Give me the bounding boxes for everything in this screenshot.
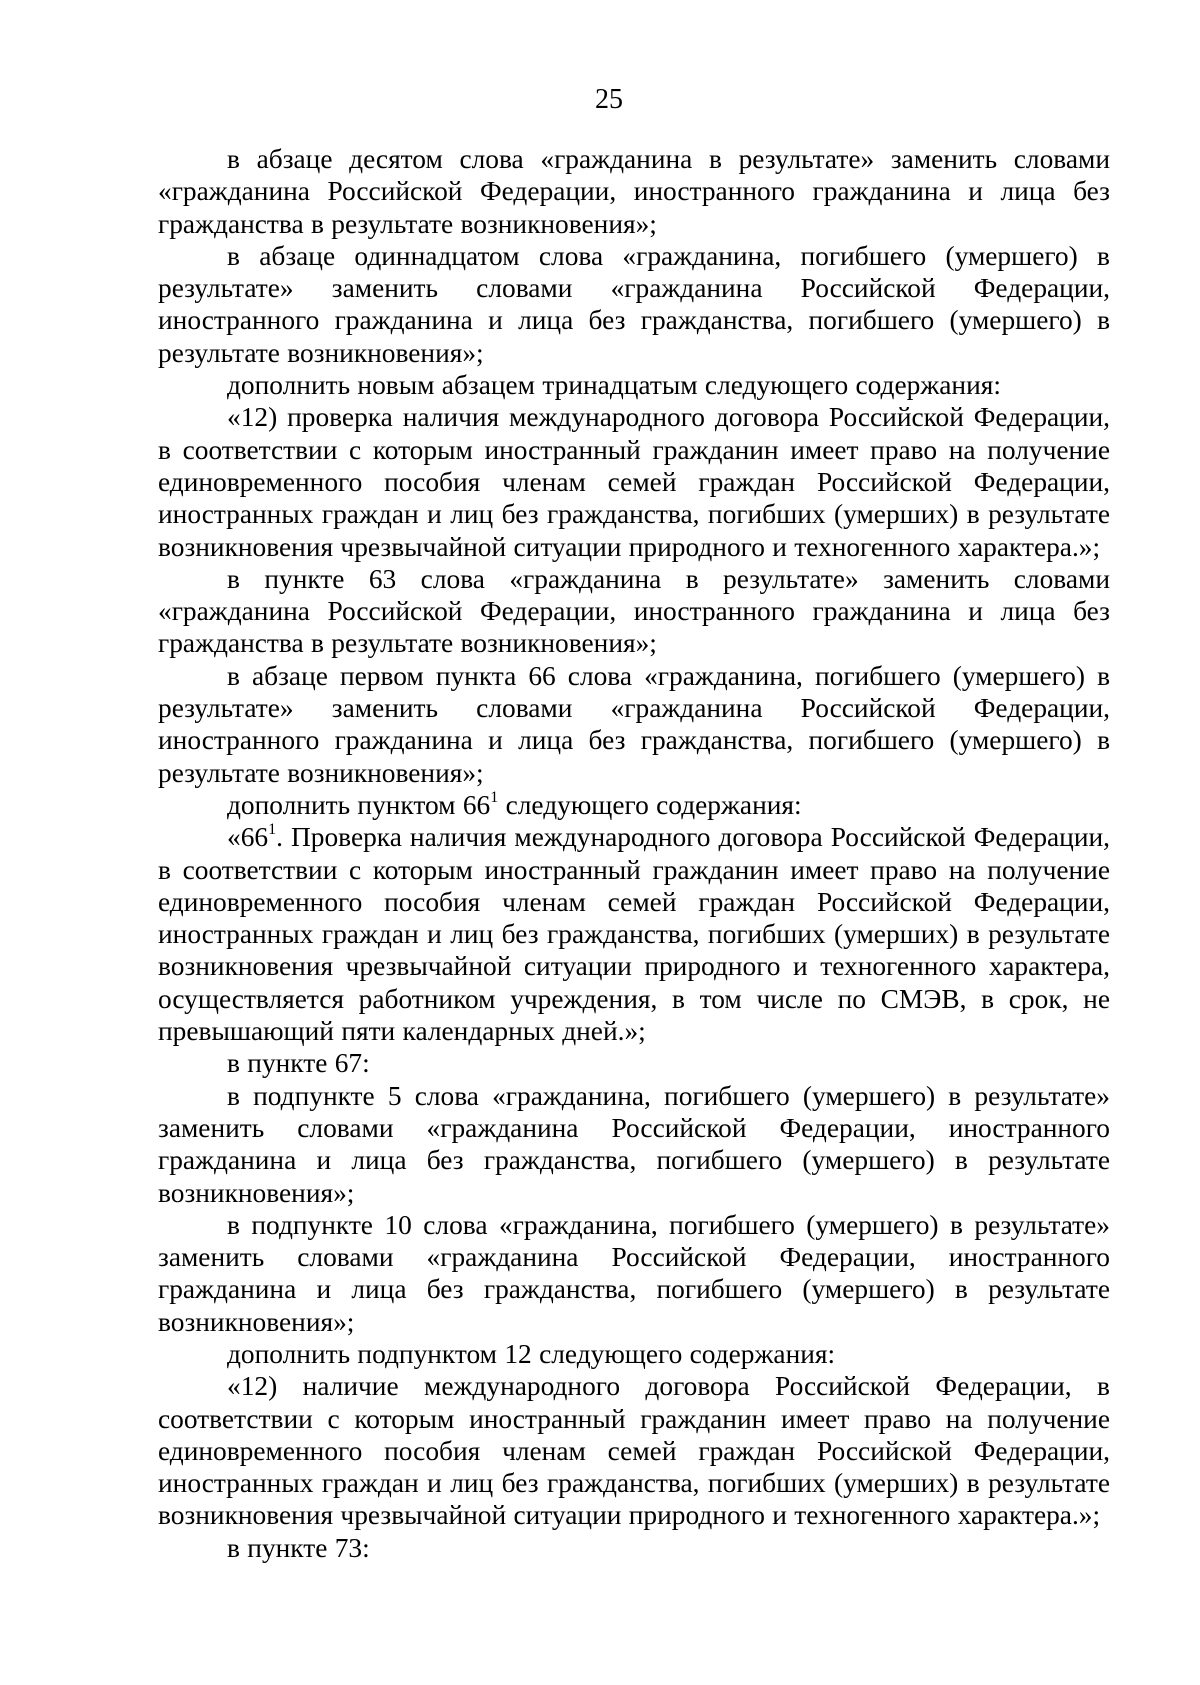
- paragraph: в пункте 73:: [227, 1532, 370, 1563]
- paragraph: дополнить подпунктом 12 следующего содержания:: [227, 1338, 836, 1369]
- superscript: 1: [490, 788, 499, 806]
- paragraph: в абзаце первом пункта 66 слова «гражданина, погибшего (умершего) в результате» заменить словами «гражданина Российской Федерации, иностранного гражданина и лица без гражданства, погибшего (умершего) в результате возникновения»;: [158, 660, 1110, 788]
- paragraph: дополнить новым абзацем тринадцатым следующего содержания:: [227, 370, 1001, 401]
- paragraph: «12) проверка наличия международного договора Российской Федерации, в соответствии с которым иностранный гражданин имеет право на получение единовременного пособия членам семей граждан Российской Федерации, иностранных граждан и лиц без гражданства, погибших (умерших) в результате возникновения чрезвычайной ситуации природного и техногенного характера.»;: [158, 402, 1110, 562]
- paragraph: в пункте 63 слова «гражданина в результате» заменить словами «гражданина Российской Федерации, иностранного гражданина и лица без гражданства в результате возникновения»;: [158, 563, 1110, 659]
- document-body: [158, 143, 1110, 1564]
- paragraph: в абзаце десятом слова «гражданина в результате» заменить словами «гражданина Российской Федерации, иностранного гражданина и лица без гражданства в результате возникновения»;: [158, 144, 1110, 239]
- paragraph-text: дополнить пунктом 66: [227, 789, 491, 820]
- paragraph: в подпункте 5 слова «гражданина, погибшего (умершего) в результате» заменить словами «гражданина Российской Федерации, иностранного гражданина и лица без гражданства, погибшего (умершего) в результате возникновения»;: [158, 1080, 1110, 1208]
- paragraph: [158, 789, 1110, 821]
- paragraph: [158, 821, 1110, 1047]
- paragraph: в абзаце одиннадцатом слова «гражданина, погибшего (умершего) в результате» заменить словами «гражданина Российской Федерации, иностранного гражданина и лица без гражданства, погибшего (умершего) в результате возникновения»;: [158, 240, 1110, 368]
- page-number: 25: [595, 84, 623, 115]
- paragraph-text: «66: [227, 822, 269, 853]
- paragraph: в подпункте 10 слова «гражданина, погибшего (умершего) в результате» заменить словами «гражданина Российской Федерации, иностранного гражданина и лица без гражданства, погибшего (умершего) в результате возникновения»;: [158, 1209, 1110, 1337]
- paragraph-text: . Проверка наличия международного договора Российской Федерации, в соответствии с которым иностранный гражданин имеет право на получение единовременного пособия членам семей граждан Российской Федерации, иностранных граждан и лиц без гражданства, погибших (умерших) в результате возникновения чрезвычайной ситуации природного и техногенного характера, осуществляется работником учреждения, в том числе по СМЭВ, в срок, не превышающий пяти календарных дней.»;: [158, 822, 1110, 1047]
- paragraph-text: следующего содержания:: [498, 789, 802, 820]
- paragraph: в пункте 67:: [227, 1048, 370, 1079]
- paragraph: «12) наличие международного договора Российской Федерации, в соответствии с которым иностранный гражданин имеет право на получение единовременного пособия членам семей граждан Российской Федерации, иностранных граждан и лиц без гражданства, погибших (умерших) в результате возникновения чрезвычайной ситуации природного и техногенного характера.»;: [158, 1371, 1110, 1531]
- superscript: 1: [268, 821, 277, 839]
